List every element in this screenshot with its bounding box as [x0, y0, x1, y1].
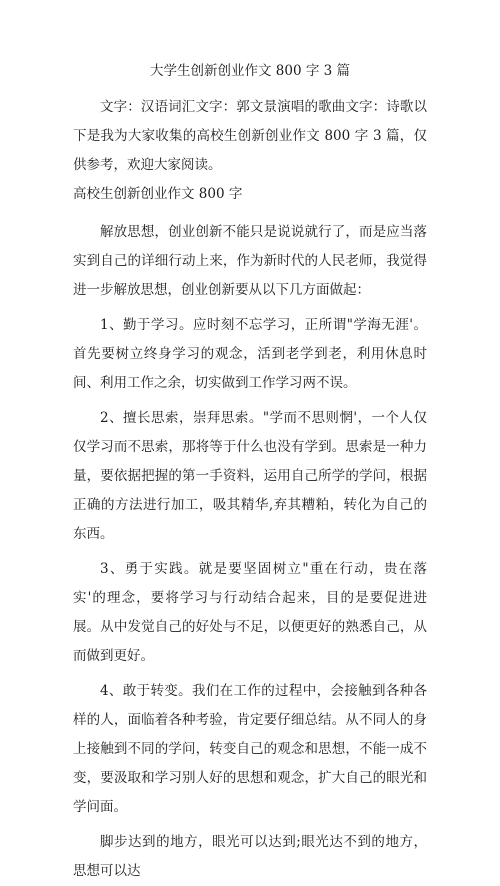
body-paragraph-2: 1、勤于学习。应时刻不忘学习，正所谓"学海无涯'。首先要树立终身学习的观念，活到老学到老，利用休息时间、利用工作之余，切实做到工作学习两不误。 [73, 317, 427, 391]
section-heading: 高校生创新创业作文 800 字 [73, 186, 243, 202]
intro-paragraph: 文字：汉语词汇文字：郭文景演唱的歌曲文字：诗歌以下是我为大家收集的高校生创新创业作文 800 字 3 篇，仅供参考，欢迎大家阅读。 [73, 99, 427, 173]
body-paragraph-4: 3、勇于实践。就是要坚固树立"重在行动，贵在落实'的理念，要将学习与行动结合起来，目的是要促进进展。从中发觉自己的好处与不足，以便更好的熟悉自己，从而做到更好。 [73, 561, 427, 664]
document-title: 大学生创新创业作文 800 字 3 篇 [149, 63, 351, 79]
body-paragraph-1: 解放思想，创业创新不能只是说说就行了，而是应当落实到自己的详细行动上来，作为新时代的人民老师，我觉得进一步解放思想，创业创新要从以下几方面做起： [73, 224, 427, 298]
body-paragraph-6: 脚步达到的地方，眼光可以达到;眼光达不到的地方，思想可以达 [73, 834, 427, 879]
body-paragraph-5: 4、敢于转变。我们在工作的过程中，会接触到各种各样的人，面临着各种考验，肯定要仔细总结。从不同人的身上接触到不同的学问，转变自己的观念和思想，不能一成不变，要汲取和学习别人好的思想和观念，扩大自己的眼光和学问面。 [73, 683, 427, 815]
body-paragraph-3: 2、擅长思索，崇拜思索。"学而不思则惘'，一个人仅仅学习而不思索，那将等于什么也没有学到。思索是一种力量，要依据把握的第一手资料，运用自己所学的学问，根据正确的方法进行加工，吸其精华,弃其糟粕，转化为自己的东西。 [73, 410, 427, 542]
